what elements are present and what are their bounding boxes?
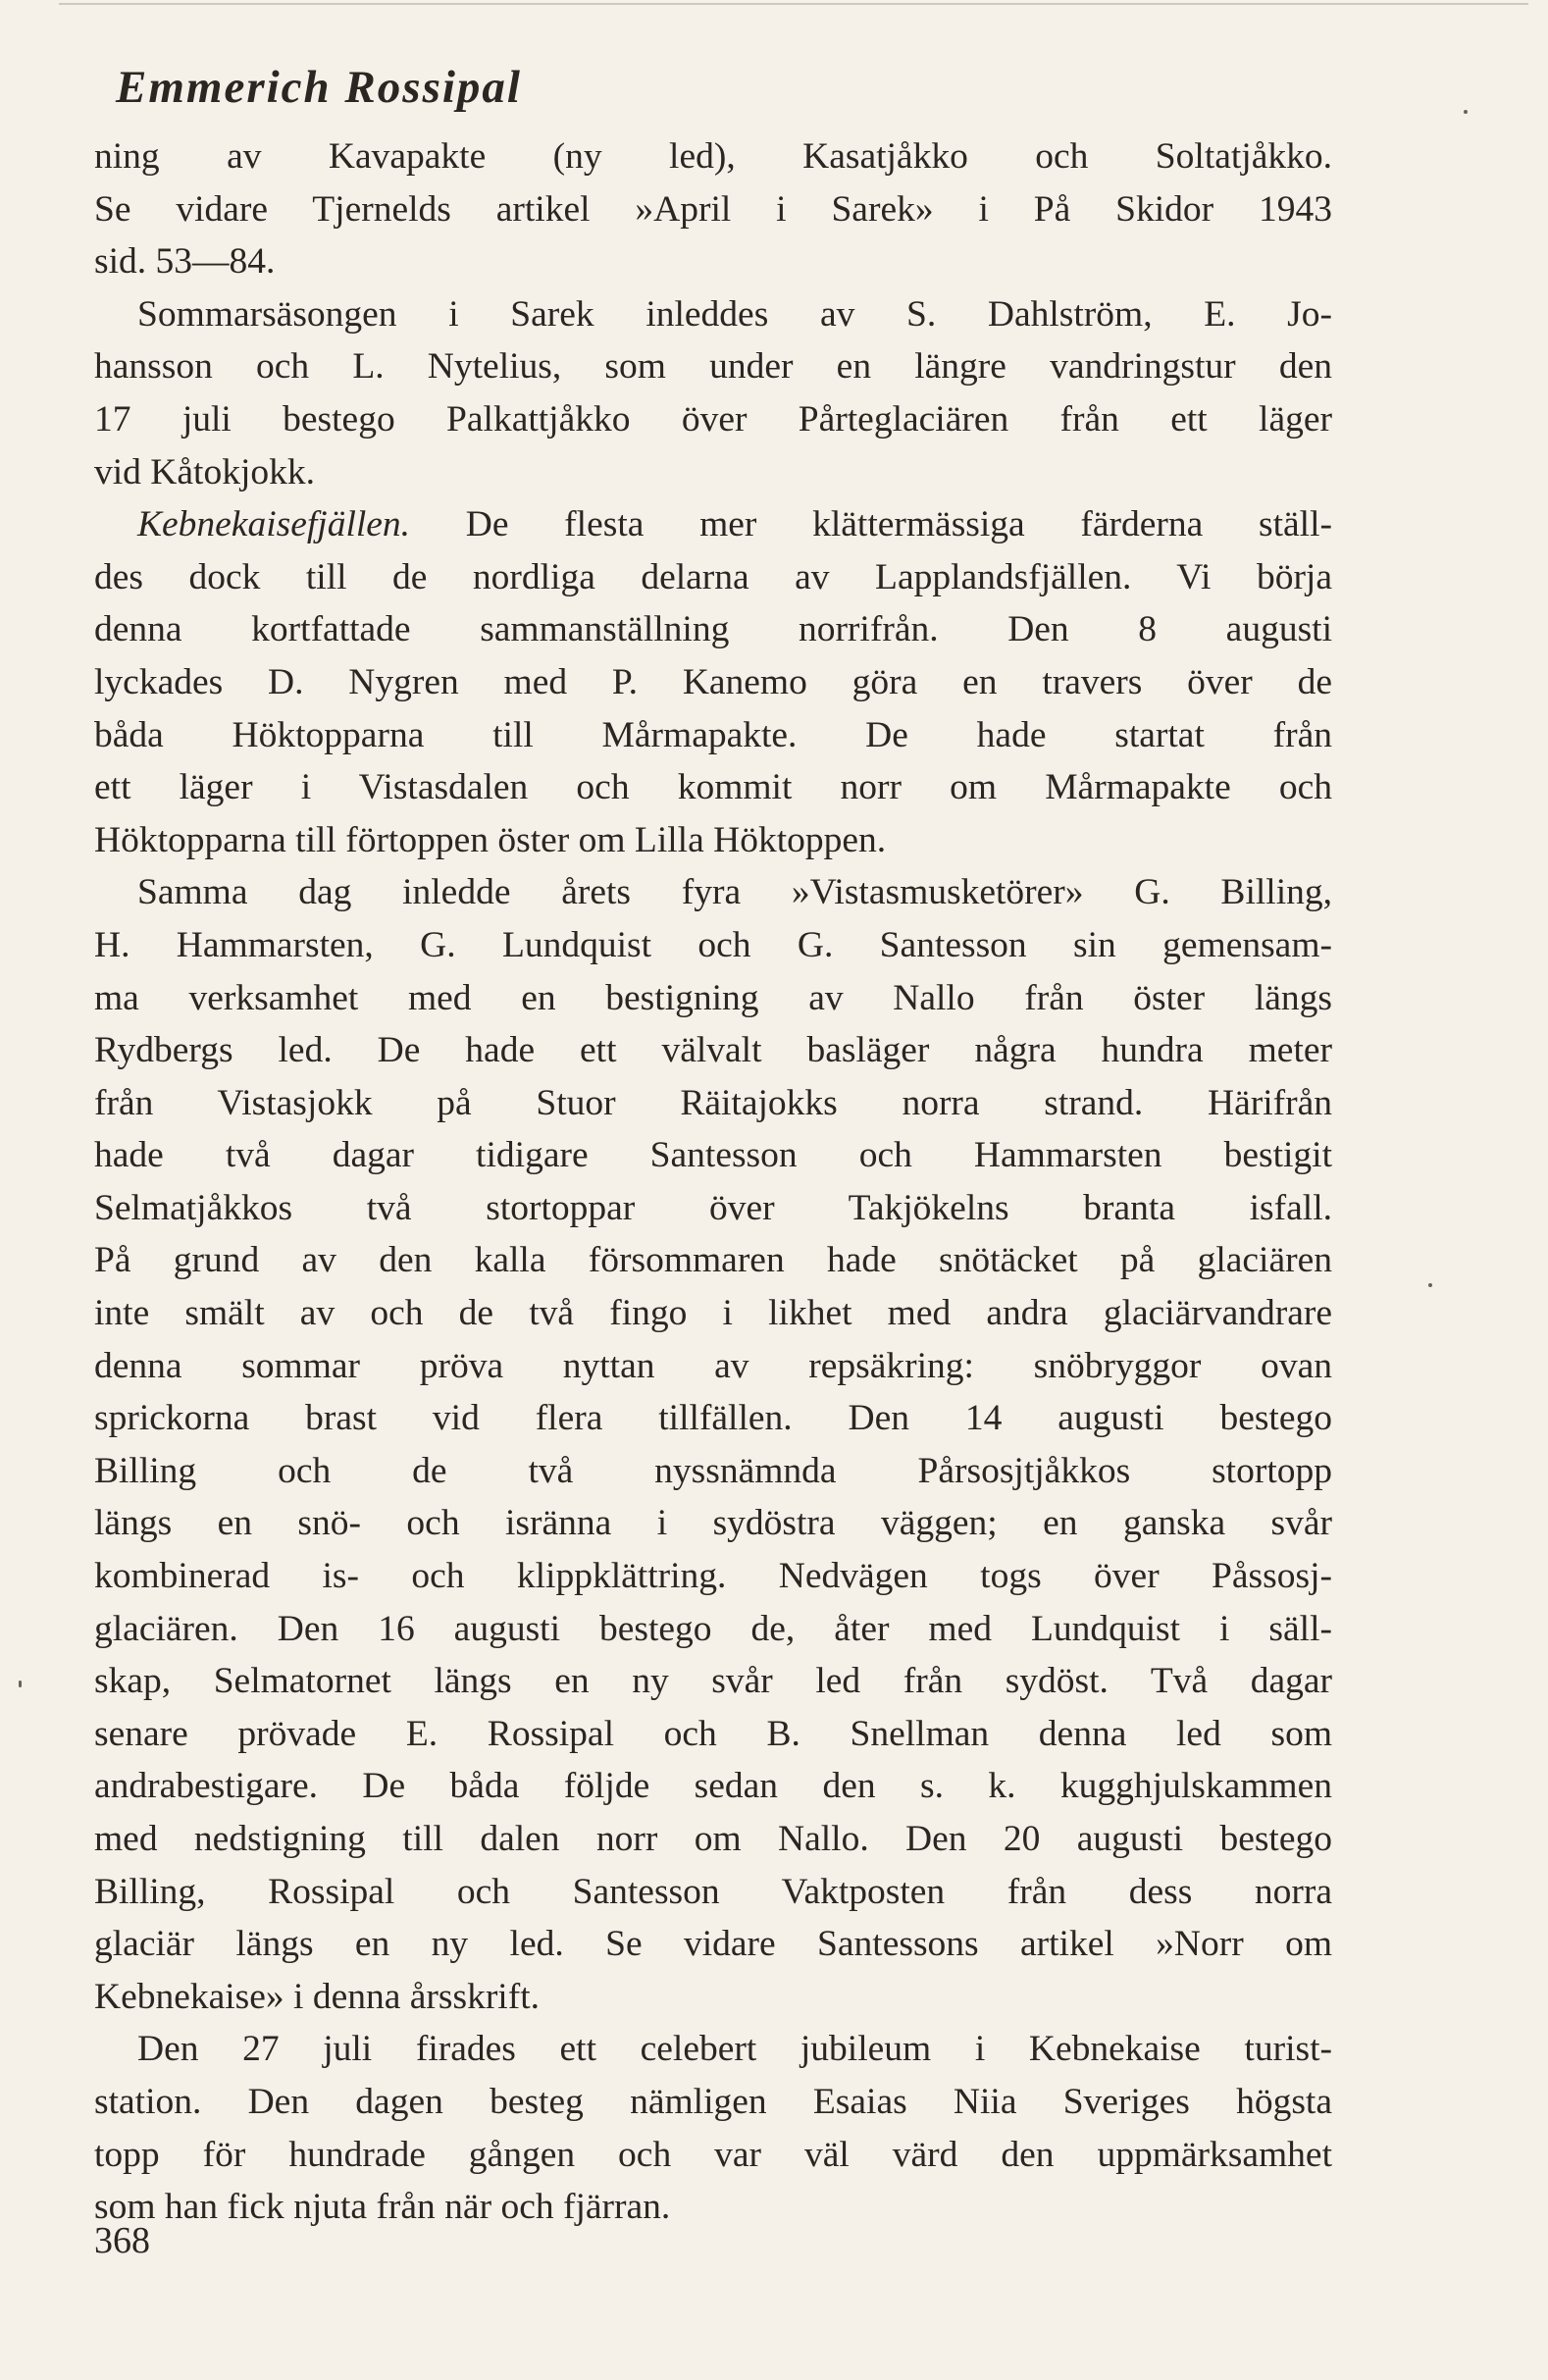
page-edge-line bbox=[59, 3, 1528, 5]
text-line: lyckades D. Nygren med P. Kanemo göra en travers över de bbox=[94, 661, 1332, 702]
paper-speck bbox=[1464, 110, 1468, 114]
text-line: Selmatjåkkos två stortoppar över Takjökelns branta isfall. bbox=[94, 1187, 1332, 1228]
text-line: båda Höktopparna till Mårmapakte. De hade startat från bbox=[94, 714, 1332, 755]
text-line: ett läger i Vistasdalen och kommit norr om Mårmapakte och bbox=[94, 767, 1332, 808]
text-line: glaciären. Den 16 augusti bestego de, åter med Lundquist i säll- bbox=[94, 1608, 1332, 1649]
text-line: ning av Kavapakte (ny led), Kasatjåkko och Soltatjåkko. bbox=[94, 136, 1332, 177]
text-line: sprickorna brast vid flera tillfällen. Den 14 augusti bestego bbox=[94, 1398, 1332, 1439]
text-line: sid. 53—84. bbox=[94, 241, 276, 283]
paper-speck bbox=[1428, 1283, 1432, 1287]
text-line: H. Hammarsten, G. Lundquist och G. Santesson sin gemensam- bbox=[94, 924, 1332, 965]
body-text bbox=[94, 130, 1332, 2234]
text-line: Kebnekaisefjällen. De flesta mer klättermässiga färderna ställ- bbox=[137, 504, 1332, 545]
section-heading-italic: Kebnekaisefjällen. bbox=[137, 504, 411, 545]
text-line: Rydbergs led. De hade ett välvalt basläger några hundra meter bbox=[94, 1030, 1332, 1071]
text-line: längs en snö- och isränna i sydöstra väggen; en ganska svår bbox=[94, 1503, 1332, 1544]
text-line: skap, Selmatornet längs en ny svår led från sydöst. Två dagar bbox=[94, 1661, 1332, 1702]
text-line: Sommarsäsongen i Sarek inleddes av S. Dahlström, E. Jo- bbox=[137, 293, 1332, 335]
text-line: hade två dagar tidigare Santesson och Hammarsten bestigit bbox=[94, 1135, 1332, 1176]
text-line: kombinerad is- och klippklättring. Nedvägen togs över Påssosj- bbox=[94, 1556, 1332, 1597]
page-number: 368 bbox=[94, 2220, 150, 2261]
text-line: denna sommar pröva nyttan av repsäkring: snöbryggor ovan bbox=[94, 1345, 1332, 1386]
text-line: som han fick njuta från när och fjärran. bbox=[94, 2187, 671, 2228]
text-line: Billing, Rossipal och Santesson Vaktposten från dess norra bbox=[94, 1871, 1332, 1912]
text-line: Höktopparna till förtoppen öster om Lilla Höktoppen. bbox=[94, 819, 887, 860]
text-line: station. Den dagen besteg nämligen Esaias Niia Sveriges högsta bbox=[94, 2081, 1332, 2122]
text-line: med nedstigning till dalen norr om Nallo. Den 20 augusti bestego bbox=[94, 1819, 1332, 1859]
text-line: Kebnekaise» i denna årsskrift. bbox=[94, 1976, 541, 2017]
running-header-author: Emmerich Rossipal bbox=[116, 62, 522, 113]
paper-speck bbox=[19, 1681, 22, 1687]
text-line: hansson och L. Nytelius, som under en längre vandringstur den bbox=[94, 346, 1332, 388]
text-line: från Vistasjokk på Stuor Räitajokks norra strand. Härifrån bbox=[94, 1082, 1332, 1123]
text-line: denna kortfattade sammanställning norrifrån. Den 8 augusti bbox=[94, 609, 1332, 650]
text-line: ma verksamhet med en bestigning av Nallo från öster längs bbox=[94, 977, 1332, 1018]
text-line: Se vidare Tjernelds artikel »April i Sarek» i På Skidor 1943 bbox=[94, 188, 1332, 230]
text-line: senare prövade E. Rossipal och B. Snellman denna led som bbox=[94, 1713, 1332, 1754]
text-line: Billing och de två nyssnämnda Pårsosjtjåkkos stortopp bbox=[94, 1450, 1332, 1491]
text-line: vid Kåtokjokk. bbox=[94, 451, 315, 492]
text-line: des dock till de nordliga delarna av Lapplandsfjällen. Vi börja bbox=[94, 556, 1332, 597]
text-line: Den 27 juli firades ett celebert jubileum i Kebnekaise turist- bbox=[137, 2029, 1332, 2070]
text-line: 17 juli bestego Palkattjåkko över Pårteglaciären från ett läger bbox=[94, 398, 1332, 440]
text-line: inte smält av och de två fingo i likhet med andra glaciärvandrare bbox=[94, 1293, 1332, 1334]
text-line: topp för hundrade gången och var väl värd den uppmärksamhet bbox=[94, 2134, 1332, 2175]
text-line: Samma dag inledde årets fyra »Vistasmusketörer» G. Billing, bbox=[137, 872, 1332, 913]
text-line: glaciär längs en ny led. Se vidare Santessons artikel »Norr om bbox=[94, 1924, 1332, 1965]
text-line: På grund av den kalla försommaren hade snötäcket på glaciären bbox=[94, 1240, 1332, 1281]
text-line: andrabestigare. De båda följde sedan den s. k. kugghjulskammen bbox=[94, 1766, 1332, 1807]
